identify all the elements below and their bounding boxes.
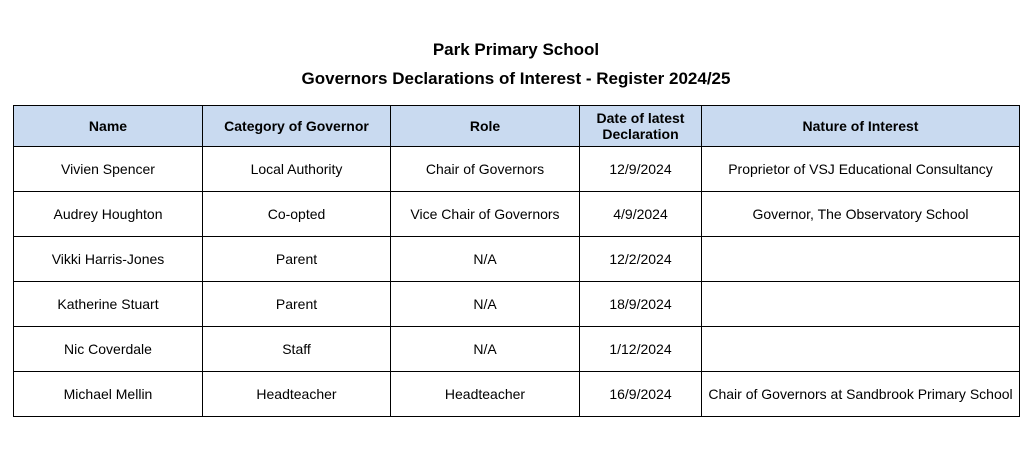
cell-date: 1/12/2024 xyxy=(580,327,702,372)
cell-nature xyxy=(702,327,1020,372)
cell-category: Co-opted xyxy=(203,192,391,237)
table-header-row xyxy=(14,106,1020,147)
column-header-name: Name xyxy=(14,106,203,147)
cell-date: 12/9/2024 xyxy=(580,147,702,192)
cell-nature xyxy=(702,282,1020,327)
table-row xyxy=(14,327,1020,372)
column-header-nature: Nature of Interest xyxy=(702,106,1020,147)
cell-nature: Chair of Governors at Sandbrook Primary School xyxy=(702,372,1020,417)
cell-nature: Proprietor of VSJ Educational Consultancy xyxy=(702,147,1020,192)
cell-name: Nic Coverdale xyxy=(14,327,203,372)
cell-role: N/A xyxy=(391,237,580,282)
cell-role: Headteacher xyxy=(391,372,580,417)
cell-role: Chair of Governors xyxy=(391,147,580,192)
cell-category: Parent xyxy=(203,282,391,327)
cell-name: Michael Mellin xyxy=(14,372,203,417)
cell-name: Katherine Stuart xyxy=(14,282,203,327)
cell-name: Vivien Spencer xyxy=(14,147,203,192)
cell-date: 18/9/2024 xyxy=(580,282,702,327)
column-header-role: Role xyxy=(391,106,580,147)
cell-name: Audrey Houghton xyxy=(14,192,203,237)
table-row xyxy=(14,192,1020,237)
register-title-heading: Governors Declarations of Interest - Register 2024/25 xyxy=(301,69,731,88)
cell-category: Parent xyxy=(203,237,391,282)
cell-date: 16/9/2024 xyxy=(580,372,702,417)
cell-category: Local Authority xyxy=(203,147,391,192)
school-name-heading: Park Primary School xyxy=(432,40,600,59)
cell-nature: Governor, The Observatory School xyxy=(702,192,1020,237)
table-row xyxy=(14,147,1020,192)
declarations-table xyxy=(13,105,1020,417)
cell-nature xyxy=(702,237,1020,282)
cell-role: N/A xyxy=(391,327,580,372)
cell-role: N/A xyxy=(391,282,580,327)
table-row xyxy=(14,237,1020,282)
cell-date: 4/9/2024 xyxy=(580,192,702,237)
cell-date: 12/2/2024 xyxy=(580,237,702,282)
column-header-date: Date of latest Declaration xyxy=(580,106,702,147)
table-row xyxy=(14,372,1020,417)
column-header-category: Category of Governor xyxy=(203,106,391,147)
cell-name: Vikki Harris-Jones xyxy=(14,237,203,282)
cell-role: Vice Chair of Governors xyxy=(391,192,580,237)
table-row xyxy=(14,282,1020,327)
cell-category: Staff xyxy=(203,327,391,372)
cell-category: Headteacher xyxy=(203,372,391,417)
